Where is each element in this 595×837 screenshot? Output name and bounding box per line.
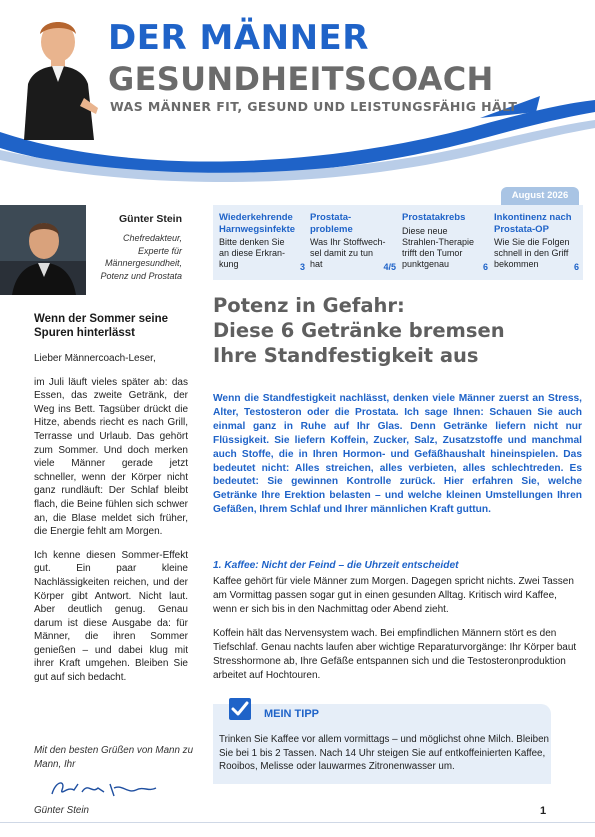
brand-der: DER xyxy=(108,18,200,58)
body-paragraph: Koffein hält das Nervensystem wach. Bei empfindlichen Männern stört es den Tiefschlaf. Genau nachts laufen aber wichtige Reparaturvorgänge: Ihr Körper baut Stresshormone ab, Ihre Gefäße entspannen sich und die Testosteronproduktion arbeitet auf Hochtouren. xyxy=(213,628,577,681)
letter-salutation: Lieber Männercoach-Leser, xyxy=(34,353,156,364)
toc-item[interactable] xyxy=(402,212,488,278)
page-number: 1 xyxy=(540,805,547,817)
toc-item-desc: Wie Sie die Folgen schnell in den Griff bekommen xyxy=(494,237,570,269)
footer-divider xyxy=(0,822,595,823)
toc-item-title: Inkontinenz nach Prostata-OP xyxy=(494,212,572,235)
author-role: Chefredakteur, Experte für Männergesundheit, Potenz und Prostata xyxy=(100,233,182,281)
letter-closing: Mit den besten Grüßen von Mann zu Mann, Ihr xyxy=(34,745,194,770)
toc-item-desc: Bitte denken Sie an diese Erkran- kung xyxy=(219,237,286,269)
letter-paragraph: im Juli läuft vieles später ab: das Essen, das zweite Getränk, der Weg ins Bett. Tagsüber drückt die Hitze, abends riecht es nach Grill, Terrasse und Urlaub. Das gehört zum Sommer. Und doch merken viele Männer gerade jetzt schneller, wenn der Körper nicht ganz rundläuft: Der Schlaf bleibt flach, die Beine fühlen sich schwer an, die Blase meldet sich früher, die Energie fehlt am Morgen. xyxy=(34,376,188,538)
letter-heading: Wenn der Sommer seine Spuren hinterlässt xyxy=(34,313,168,339)
article-title xyxy=(213,293,583,368)
toc-item-desc: Diese neue Strahlen-Therapie trifft den Tumor punktgenau xyxy=(402,225,475,269)
body-paragraph: Kaffee gehört für viele Männer zum Morgen. Dagegen spricht nichts. Zwei Tassen am Vormittag passen sogar gut in einen gesunden Alltag. Kritisch wird Kaffee, wenn er sich bis in den Nachmittag oder Abend zieht. xyxy=(213,576,574,615)
masthead xyxy=(0,0,595,182)
toc-item[interactable] xyxy=(310,212,396,278)
editor-letter xyxy=(34,312,188,695)
toc-item-title: Prostata- probleme xyxy=(310,212,353,235)
brand-tagline: WAS MÄNNER FIT, GESUND UND LEISTUNGSFÄHIG HÄLT xyxy=(110,99,518,114)
article-title-line: Diese 6 Getränke bremsen xyxy=(213,319,505,342)
issue-contents xyxy=(213,205,583,280)
toc-item-page: 6 xyxy=(482,262,488,272)
toc-item-page: 3 xyxy=(299,262,305,272)
tip-label: MEIN TIPP xyxy=(264,708,320,720)
toc-item-desc: Was Ihr Stoffwech- sel damit zu tun hat xyxy=(310,237,386,269)
issue-date-badge: August 2026 xyxy=(501,187,579,205)
tip-text: Trinken Sie Kaffee vor allem vormittags – und möglichst ohne Milch. Bleiben Sie bei 1 bis 2 Tassen. Nach 14 Uhr steigen Sie auf entkoffeinierten Kaffee, Rooibos, Melisse oder lauwarmes Zitronenwasser um. xyxy=(219,734,549,772)
coach-photo xyxy=(18,12,98,140)
article-title-line: Potenz in Gefahr: xyxy=(213,294,405,317)
handwritten-signature xyxy=(48,776,158,800)
toc-item-title: Prostatakrebs xyxy=(402,212,466,223)
toc-item-title: Wiederkehrende Harnwegsinfekte xyxy=(219,212,296,235)
brand-maenner: MÄNNER xyxy=(199,18,369,58)
author-name: Günter Stein xyxy=(118,213,182,225)
signature-name: Günter Stein xyxy=(34,805,90,816)
letter-paragraph: Ich kenne diesen Sommer-Effekt gut. Ein paar kleine Nachlässigkeiten reichen, und der Körper gibt Antwort. Nicht laut. Aber deutlich genug. Genau darum ist diese Ausgabe da: für Männer, die ihren Sommer genießen – und dabei klug mit ihrer Kraft umgehen. Bleiben Sie gut auf sich bedacht. xyxy=(34,549,188,684)
checkmark-icon xyxy=(229,698,251,720)
brand-title-line1 xyxy=(108,18,369,58)
author-photo xyxy=(0,205,86,295)
toc-item[interactable] xyxy=(494,212,579,278)
toc-item-page: 4/5 xyxy=(383,262,396,272)
brand-title-line2: GESUNDHEITSCOACH xyxy=(108,60,494,98)
section-title: 1. Kaffee: Nicht der Feind – die Uhrzeit entscheidet xyxy=(213,560,459,571)
toc-item[interactable] xyxy=(219,212,305,278)
article-lead: Wenn die Standfestigkeit nachlässt, denken viele Männer zuerst an Stress, Alter, Testosteron oder die Prostata. Ich sage Ihnen: Schauen Sie auch einmal ganz in Ruhe auf Ihr Glas. Denn Getränke liefern nicht nur Flüssigkeit. Sie liefern Koffein, Zucker, Salz, Zusatzstoffe und manchmal auch Stoffe, die in Ihren Hormon- und Gefäßhaushalt hineinspielen. Das bedeutet nicht: Alles streichen, alles verbieten, alles schlechtreden. Es bedeutet: Sie gewinnen Kontrolle zurück. Hier erfahren Sie, welche Getränke Ihre Erektion belasten – und welche kleinen Umstellungen Ihren Gefäßen, Ihrem Schlaf und Ihrer männlichen Kraft guttun. xyxy=(213,393,582,516)
toc-item-page: 6 xyxy=(573,262,579,272)
article-title-line: Ihre Standfestigkeit aus xyxy=(213,344,479,367)
